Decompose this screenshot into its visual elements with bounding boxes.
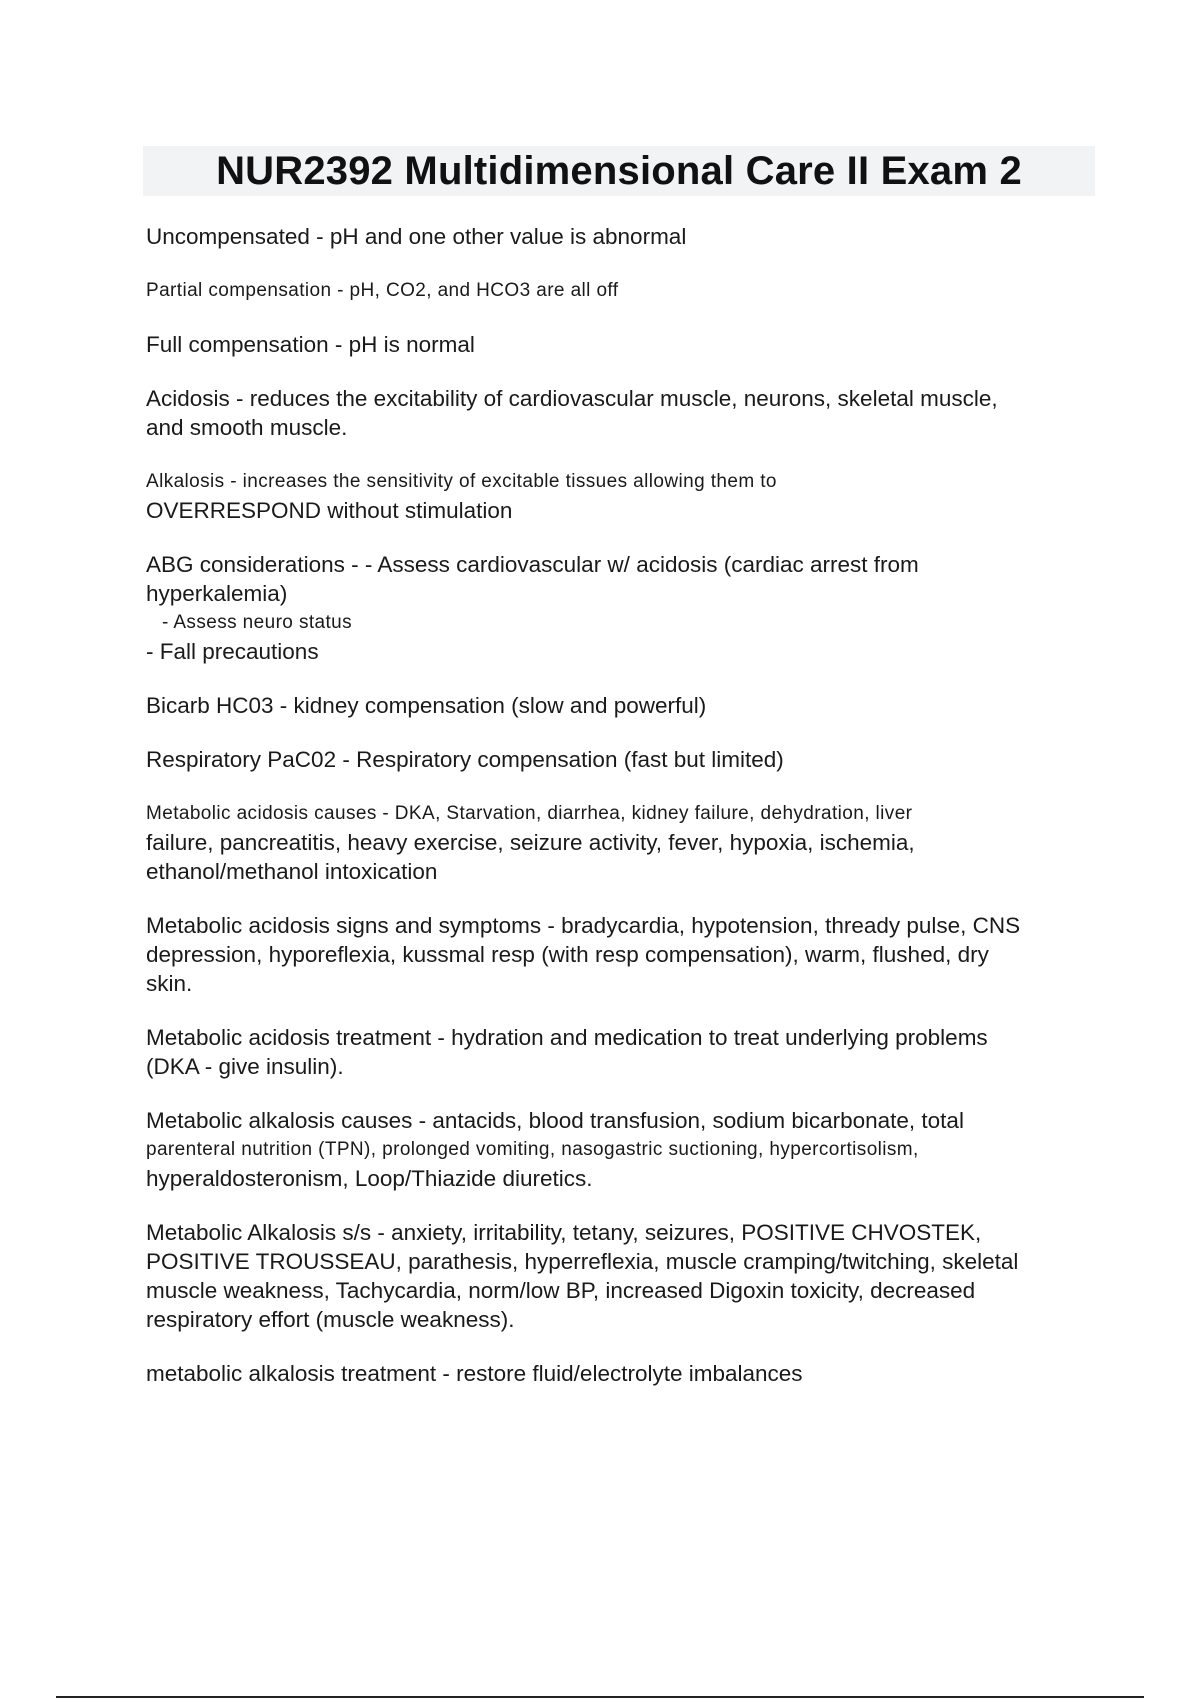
note-line: Metabolic acidosis treatment - hydration and medication to treat underlying problems <box>146 1025 988 1050</box>
note-bicarb <box>146 691 1096 720</box>
note-line: - Assess neuro status <box>162 612 353 633</box>
note-line: Partial compensation - pH, CO2, and HCO3 are all off <box>146 280 619 301</box>
note-metabolic-acidosis-treatment <box>146 1023 1096 1081</box>
note-line: Respiratory PaC02 - Respiratory compensation (fast but limited) <box>146 747 784 772</box>
note-metabolic-acidosis-signs <box>146 911 1096 998</box>
note-line: and smooth muscle. <box>146 415 348 440</box>
note-line: Uncompensated - pH and one other value is abnormal <box>146 224 687 249</box>
notes-body <box>146 222 1096 1388</box>
note-line: ethanol/methanol intoxication <box>146 859 438 884</box>
note-respiratory <box>146 745 1096 774</box>
note-line: hyperaldosteronism, Loop/Thiazide diuretics. <box>146 1166 593 1191</box>
note-line: ABG considerations - - Assess cardiovascular w/ acidosis (cardiac arrest from <box>146 552 919 577</box>
note-line: Metabolic Alkalosis s/s - anxiety, irritability, tetany, seizures, POSITIVE CHVOSTEK, <box>146 1220 982 1245</box>
note-line: parenteral nutrition (TPN), prolonged vomiting, nasogastric suctioning, hypercortisolism, <box>146 1139 919 1160</box>
note-full-compensation <box>146 330 1096 359</box>
note-line: skin. <box>146 971 193 996</box>
note-line: Alkalosis - increases the sensitivity of excitable tissues allowing them to <box>146 471 777 492</box>
note-metabolic-alkalosis-signs <box>146 1218 1096 1334</box>
footer-rule <box>56 1696 1144 1698</box>
note-abg-considerations <box>146 550 1096 666</box>
note-line: muscle weakness, Tachycardia, norm/low BP, increased Digoxin toxicity, decreased <box>146 1278 976 1303</box>
note-alkalosis <box>146 467 1096 525</box>
note-line: - Fall precautions <box>146 639 319 664</box>
note-uncompensated <box>146 222 1096 251</box>
note-line: OVERRESPOND without stimulation <box>146 498 513 523</box>
note-line: POSITIVE TROUSSEAU, parathesis, hyperreflexia, muscle cramping/twitching, skeletal <box>146 1249 1019 1274</box>
note-line: Metabolic alkalosis causes - antacids, blood transfusion, sodium bicarbonate, total <box>146 1108 964 1133</box>
note-line: hyperkalemia) <box>146 581 288 606</box>
note-line: metabolic alkalosis treatment - restore fluid/electrolyte imbalances <box>146 1361 803 1386</box>
note-line: Metabolic acidosis signs and symptoms - bradycardia, hypotension, thready pulse, CNS <box>146 913 1021 938</box>
note-line: Acidosis - reduces the excitability of cardiovascular muscle, neurons, skeletal muscle, <box>146 386 998 411</box>
note-line: respiratory effort (muscle weakness). <box>146 1307 515 1332</box>
note-line: Metabolic acidosis causes - DKA, Starvation, diarrhea, kidney failure, dehydration, liver <box>146 803 913 824</box>
note-metabolic-alkalosis-causes <box>146 1106 1096 1193</box>
title-band <box>143 146 1095 196</box>
note-partial-compensation <box>146 276 1096 305</box>
note-line: (DKA - give insulin). <box>146 1054 344 1079</box>
note-line: failure, pancreatitis, heavy exercise, seizure activity, fever, hypoxia, ischemia, <box>146 830 915 855</box>
note-metabolic-acidosis-causes <box>146 799 1096 886</box>
note-line: Full compensation - pH is normal <box>146 332 475 357</box>
document-title: NUR2392 Multidimensional Care II Exam 2 <box>216 149 1022 193</box>
note-acidosis <box>146 384 1096 442</box>
note-line: Bicarb HC03 - kidney compensation (slow and powerful) <box>146 693 707 718</box>
note-metabolic-alkalosis-treatment <box>146 1359 1096 1388</box>
note-line: depression, hyporeflexia, kussmal resp (with resp compensation), warm, flushed, dry <box>146 942 989 967</box>
